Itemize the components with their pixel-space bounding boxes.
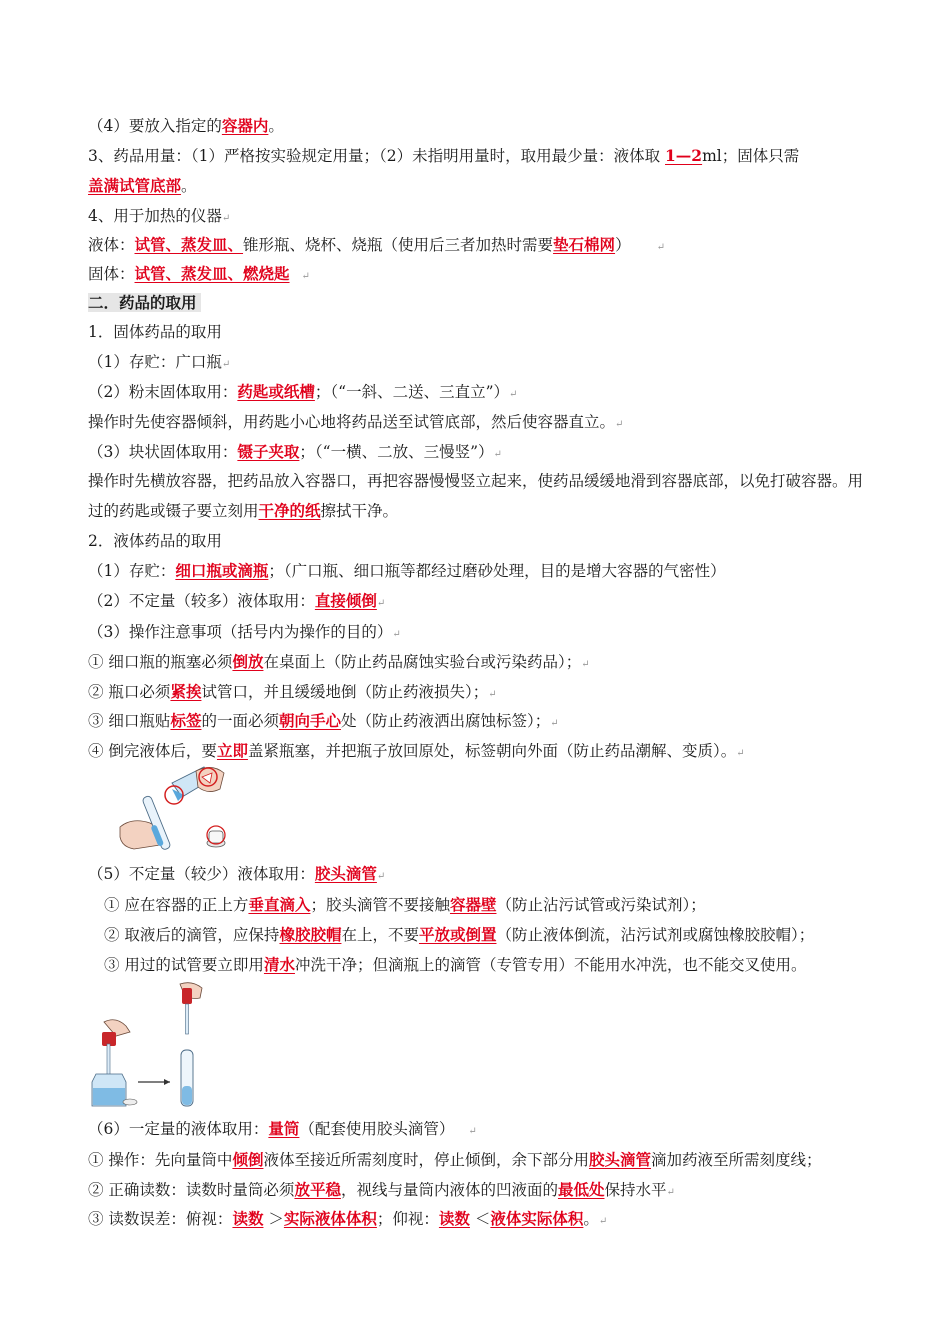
line-heating-liquid: 液体：试管、蒸发皿、锥形瓶、烧杯、烧瓶（使用后三者加热时需要垫石棉网） ↵ xyxy=(88,235,665,254)
answer-blank: 量筒 xyxy=(268,1119,300,1138)
answer-blank: 药匙或纸槽 xyxy=(237,382,315,401)
answer-blank: 试管、蒸发皿、燃烧匙 xyxy=(134,264,290,283)
answer-blank: 清水 xyxy=(263,955,295,974)
line-note-4: ④ 倒完液体后，要立即盖紧瓶塞，并把瓶子放回原处，标签朝向外面（防止药品潮解、变质）。↵ xyxy=(88,741,745,760)
answer-blank: 液体实际体积 xyxy=(490,1209,584,1228)
answer-blank: 朝向手心 xyxy=(278,711,341,730)
line-powder-operation: 操作时先使容器倾斜，用药匙小心地将药品送至试管底部，然后使容器直立。↵ xyxy=(88,413,624,431)
line-cylinder-reading: ② 正确读数：读数时量筒必须放平稳，视线与量筒内液体的凹液面的最低处保持水平↵ xyxy=(88,1180,675,1199)
answer-blank: 读数 xyxy=(438,1209,470,1228)
line-powder: （2）粉末固体取用：药匙或纸槽；（“一斜、二送、三直立”）↵ xyxy=(88,382,518,401)
answer-blank: 倒放 xyxy=(232,652,264,671)
line-solid-heading: 1．固体药品的取用 xyxy=(88,323,222,341)
answer-blank: 胶头滴管 xyxy=(314,864,377,883)
line-dropper-1: ① 应在容器的正上方垂直滴入；胶头滴管不要接触容器壁（防止沾污试管或污染试剂）； xyxy=(104,895,706,914)
answer-blank: 橡胶胶帽 xyxy=(279,925,342,944)
answer-blank: 细口瓶或滴瓶 xyxy=(175,561,269,580)
answer-blank: 胶头滴管 xyxy=(588,1150,651,1169)
pouring-illustration xyxy=(112,765,247,860)
line-liquid-more: （2）不定量（较多）液体取用：直接倾倒↵ xyxy=(88,591,386,610)
line-reading-error: ③ 读数误差：俯视：读数 ＞实际液体体积；仰视：读数 ＜液体实际体积。↵ xyxy=(88,1209,608,1228)
answer-blank: 干净的纸 xyxy=(258,501,321,520)
answer-blank: 标签 xyxy=(170,711,202,730)
dropper-illustration xyxy=(90,982,230,1110)
answer-blank: 试管、蒸发皿、 xyxy=(134,235,244,254)
line-note-1: ① 细口瓶的瓶塞必须倒放在桌面上（防止药品腐蚀实验台或污染药品）；↵ xyxy=(88,652,590,671)
answer-blank: 倾倒 xyxy=(232,1150,264,1169)
line-heating-heading: 4、用于加热的仪器↵ xyxy=(88,207,231,225)
answer-blank: 盖满试管底部 xyxy=(88,176,182,195)
answer-blank: 放平稳 xyxy=(294,1180,341,1199)
line-block-operation: 操作时先横放容器，把药品放入容器口，再把容器慢慢竖立起来，使药品缓缓地滑到容器底部，以免打破容器。用过的药匙或镊子要立刻用干净的纸擦拭干净。 xyxy=(88,472,864,520)
answer-blank: 立即 xyxy=(216,741,248,760)
answer-blank: 紧挨 xyxy=(170,682,202,701)
line-liquid-less: （5）不定量（较少）液体取用：胶头滴管↵ xyxy=(88,864,386,883)
answer-blank: 容器内 xyxy=(221,116,269,135)
line-dropper-3: ③ 用过的试管要立即用清水冲洗干净；但滴瓶上的滴管（专管专用）不能用水冲洗，也不能交叉使用。 xyxy=(104,955,807,974)
line-block-solid: （3）块状固体取用：镊子夹取；（“一横、二放、三慢竖”）↵ xyxy=(88,442,502,461)
answer-blank: 实际液体体积 xyxy=(283,1209,377,1228)
line-note-2: ② 瓶口必须紧挨试管口，并且缓缓地倒（防止药液损失）；↵ xyxy=(88,682,497,701)
line-liquid-heading: 2．液体药品的取用 xyxy=(88,532,222,550)
line-heating-solid: 固体：试管、蒸发皿、燃烧匙 ↵ xyxy=(88,264,310,283)
answer-blank: 1—2 xyxy=(665,146,703,165)
line-measured-liquid: （6）一定量的液体取用：量筒（配套使用胶头滴管） ↵ xyxy=(88,1119,477,1138)
line-liquid-storage: （1）存贮：细口瓶或滴瓶；（广口瓶、细口瓶等都经过磨砂处理，目的是增大容器的气密性） xyxy=(88,561,726,580)
line-dosage: 3、药品用量：（1）严格按实验规定用量；（2）未指明用量时，取用最少量：液体取 1—2ml；固体只需 xyxy=(88,146,800,165)
answer-blank: 垂直滴入 xyxy=(248,895,311,914)
section-heading: 二．药品的取用 xyxy=(88,292,201,314)
answer-blank: 容器壁 xyxy=(449,895,497,914)
line-put-into-container: （4）要放入指定的容器内。 xyxy=(88,116,284,135)
line-dosage-solid: 盖满试管底部。 xyxy=(88,176,197,195)
answer-blank: 直接倾倒 xyxy=(314,591,377,610)
line-solid-storage: （1）存贮：广口瓶↵ xyxy=(88,353,231,371)
answer-blank: 镊子夹取 xyxy=(237,442,300,461)
answer-blank: 平放或倒置 xyxy=(418,925,497,944)
line-notes: （3）操作注意事项（括号内为操作的目的）↵ xyxy=(88,623,401,641)
line-cylinder-operation: ① 操作：先向量筒中倾倒液体至接近所需刻度时，停止倾倒，余下部分用胶头滴管滴加药液至所需刻度线； xyxy=(88,1150,822,1169)
answer-blank: 最低处 xyxy=(557,1180,605,1199)
line-note-3: ③ 细口瓶贴标签的一面必须朝向手心处（防止药液洒出腐蚀标签）；↵ xyxy=(88,711,559,730)
answer-blank: 垫石棉网 xyxy=(553,235,616,254)
answer-blank: 读数 xyxy=(232,1209,264,1228)
line-dropper-2: ② 取液后的滴管，应保持橡胶胶帽在上，不要平放或倒置（防止液体倒流，沾污试剂或腐蚀橡胶胶帽）； xyxy=(104,925,815,944)
